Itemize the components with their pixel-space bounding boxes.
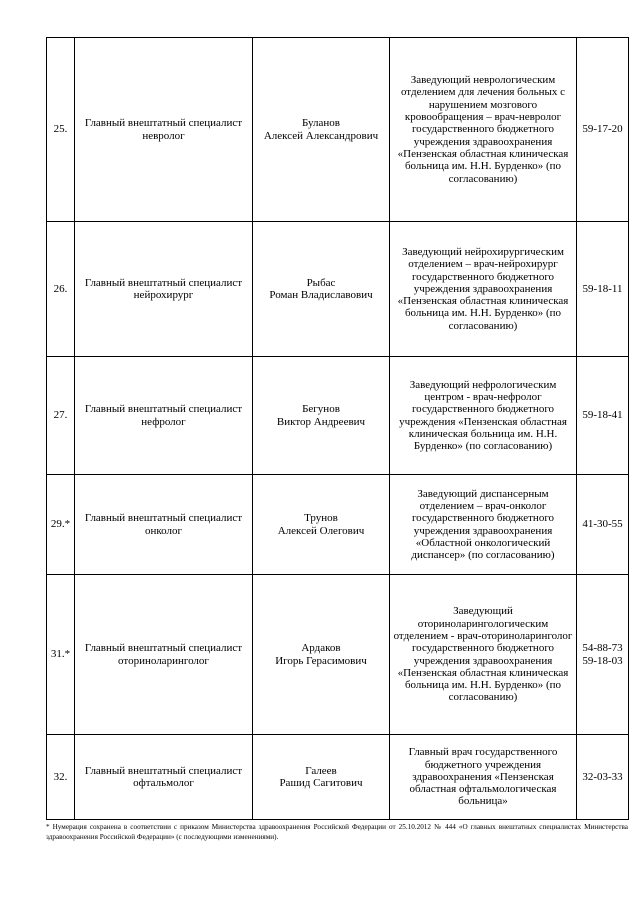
row-number: 29.* xyxy=(47,475,75,575)
table-row xyxy=(47,38,629,222)
phone-number: 54-88-73 xyxy=(582,642,623,655)
specialist-position: Главный внештатный специалист невролог xyxy=(75,38,253,222)
phone-number: 59-18-41 xyxy=(582,409,623,422)
specialist-name xyxy=(253,735,390,820)
department-description: Главный врач государственного бюджетного учреждения здравоохранения «Пензенская областная офтальмологическая больница» xyxy=(390,735,577,820)
phone-number: 59-17-20 xyxy=(582,123,623,136)
name-first: Алексей Александрович xyxy=(263,129,379,142)
name-last: Трунов xyxy=(304,512,338,525)
specialist-name xyxy=(253,222,390,357)
name-first: Рашид Сагитович xyxy=(279,777,363,789)
table-row xyxy=(47,475,629,575)
row-number: 32. xyxy=(47,735,75,820)
phone-number: 41-30-55 xyxy=(582,518,623,531)
name-first: Игорь Герасимович xyxy=(275,654,367,667)
department-description: Заведующий оториноларингологическим отделением - врач-оториноларинголог государственного бюджетного учреждения здравоохранения «Пензенская областная клиническая больница им. Н.Н. Бурденко» (по согласованию) xyxy=(390,575,577,735)
name-first: Виктор Андреевич xyxy=(276,415,366,428)
table-row xyxy=(47,735,629,820)
department-description: Заведующий нефрологическим центром - врач-нефролог государственного бюджетного учреждения «Пензенская областная клиническая больница им. Н.Н. Бурденко» (по согласованию) xyxy=(390,357,577,475)
specialist-position: Главный внештатный специалист нейрохирург xyxy=(75,222,253,357)
phone-number: 59-18-03 xyxy=(582,654,623,667)
row-number: 31.* xyxy=(47,575,75,735)
row-number: 26. xyxy=(47,222,75,357)
specialist-position: Главный внештатный специалист нефролог xyxy=(75,357,253,475)
row-number: 27. xyxy=(47,357,75,475)
name-last: Буланов xyxy=(301,117,340,130)
specialist-name xyxy=(253,38,390,222)
department-description: Заведующий диспансерным отделением – врач-онколог государственного бюджетного учреждения здравоохранения «Областной онкологический диспансер» (по согласованию) xyxy=(390,475,577,575)
name-last: Галеев xyxy=(305,764,337,777)
phone-number: 32-03-33 xyxy=(582,770,623,783)
name-first: Алексей Олегович xyxy=(277,524,365,537)
row-number: 25. xyxy=(47,38,75,222)
department-description: Заведующий нейрохирургическим отделением – врач-нейрохирург государственного бюджетного учреждения здравоохранения «Пензенская областная клиническая больница им. Н.Н. Бурденко» (по согласованию) xyxy=(390,222,577,357)
specialist-position: Главный внештатный специалист оториноларинголог xyxy=(75,575,253,735)
phone-cell xyxy=(577,735,629,820)
specialists-table xyxy=(46,37,629,820)
specialist-position: Главный внештатный специалист онколог xyxy=(75,475,253,575)
name-last: Ардаков xyxy=(301,642,341,655)
phone-cell xyxy=(577,357,629,475)
phone-cell xyxy=(577,38,629,222)
name-last: Рыбас xyxy=(306,276,336,289)
phone-cell xyxy=(577,575,629,735)
phone-cell xyxy=(577,475,629,575)
table-row xyxy=(47,575,629,735)
phone-number: 59-18-11 xyxy=(582,282,623,295)
footnote: * Нумерация сохранена в соответствии с приказом Министерства здравоохранения Российской Федерации от 25.10.2012 № 444 «О главных внештатных специалистах Министерства здравоохранения Российской Федерации» (с последующими изменениями). xyxy=(46,823,628,841)
table-row xyxy=(47,357,629,475)
name-last: Бегунов xyxy=(302,403,340,416)
name-first: Роман Владиславович xyxy=(269,289,373,301)
specialist-name xyxy=(253,475,390,575)
phone-cell xyxy=(577,222,629,357)
table-row xyxy=(47,222,629,357)
specialist-name xyxy=(253,357,390,475)
specialist-position: Главный внештатный специалист офтальмолог xyxy=(75,735,253,820)
specialist-name xyxy=(253,575,390,735)
department-description: Заведующий неврологическим отделением для лечения больных с нарушением мозгового кровообращения – врач-невролог государственного бюджетного учреждения здравоохранения «Пензенская областная клиническая больница им. Н.Н. Бурденко» (по согласованию) xyxy=(390,38,577,222)
